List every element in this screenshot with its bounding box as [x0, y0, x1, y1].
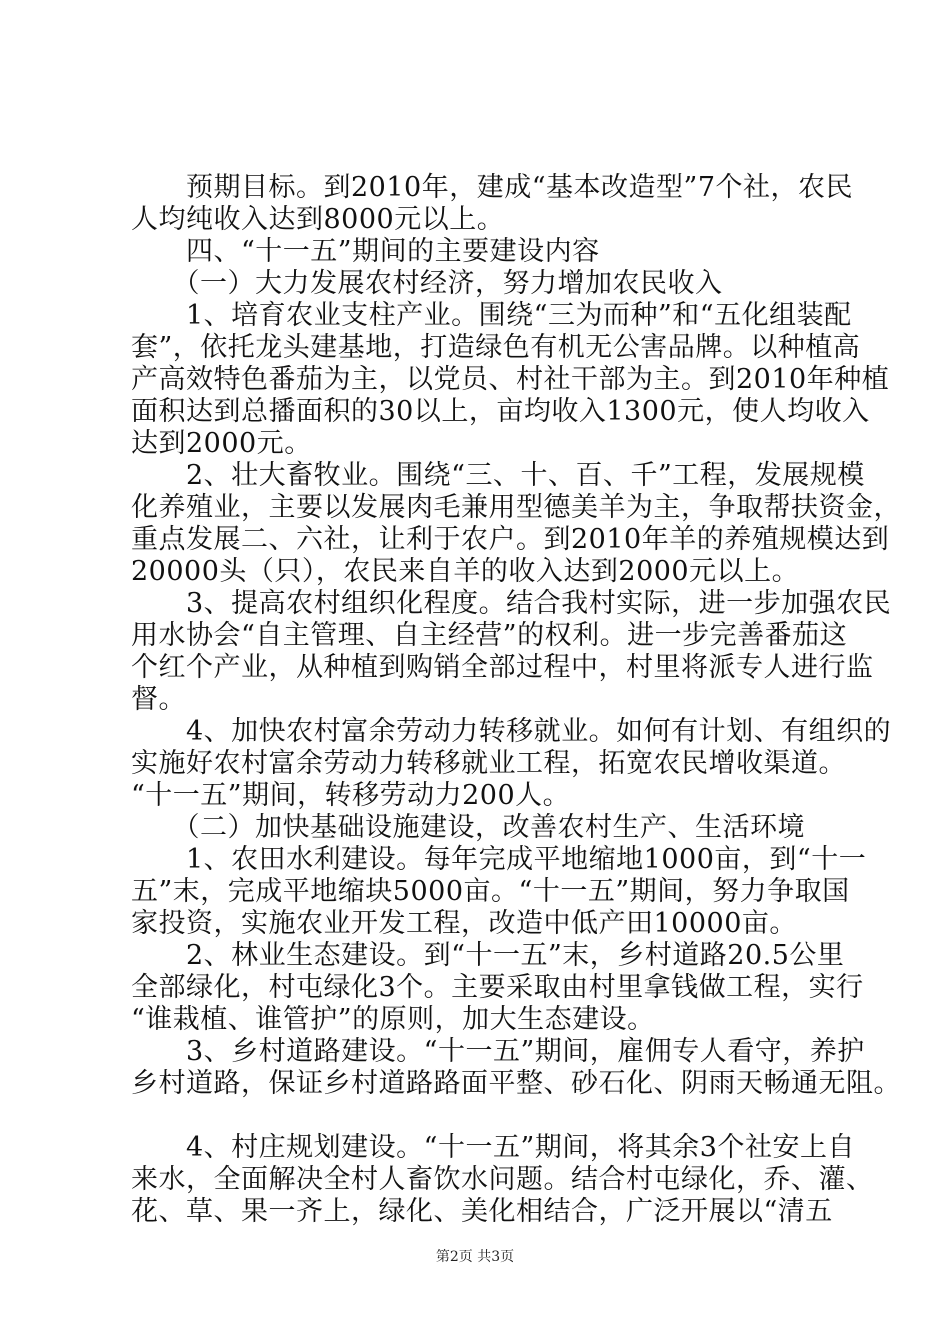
text-line: 4、村庄规划建设。“十一五”期间，将其余3个社安上自 — [131, 1132, 855, 1163]
text-line: 人均纯收入达到8000元以上。 — [131, 204, 505, 235]
text-line: 20000头（只），农民来自羊的收入达到2000元以上。 — [131, 556, 800, 587]
text-line: 家投资，实施农业开发工程，改造中低产田10000亩。 — [131, 908, 797, 939]
text-line: “十一五”期间，转移劳动力200人。 — [131, 780, 571, 811]
text-line: 2、林业生态建设。到“十一五”末，乡村道路20.5公里 — [131, 940, 845, 971]
text-line: 产高效特色番茄为主，以党员、村社干部为主。到2010年种植 — [131, 364, 890, 395]
document-body — [131, 172, 901, 1228]
text-line: 化养殖业，主要以发展肉毛兼用型德美羊为主，争取帮扶资金， — [131, 492, 901, 523]
text-line: 花、草、果一齐上，绿化、美化相结合，广泛开展以“清五 — [131, 1196, 833, 1227]
subsection-heading: （二）加快基础设施建设，改善农村生产、生活环境 — [131, 812, 805, 843]
text-line: 乡村道路，保证乡村道路路面平整、砂石化、阴雨天畅通无阻。 — [131, 1068, 901, 1099]
text-line: 来水，全面解决全村人畜饮水问题。结合村屯绿化，乔、灌、 — [131, 1164, 874, 1195]
text-line: 重点发展二、六社，让利于农户。到2010年羊的养殖规模达到 — [131, 524, 890, 555]
text-line: 1、农田水利建设。每年完成平地缩地1000亩，到“十一 — [131, 844, 867, 875]
text-line: 面积达到总播面积的30以上，亩均收入1300元，使人均收入 — [131, 396, 870, 427]
text-line: 用水协会“自主管理、自主经营”的权利。进一步完善番茄这 — [131, 620, 848, 651]
text-line: 2、壮大畜牧业。围绕“三、十、百、千”工程，发展规模 — [131, 460, 865, 491]
text-line: 3、提高农村组织化程度。结合我村实际，进一步加强农民 — [131, 588, 892, 619]
text-line: 套”，依托龙头建基地，打造绿色有机无公害品牌。以种植高 — [131, 332, 861, 363]
text-line: 个红个产业，从种植到购销全部过程中，村里将派专人进行监 — [131, 652, 874, 683]
subsection-heading: （一）大力发展农村经济，努力增加农民收入 — [131, 268, 723, 299]
page-number-footer: 第2页 共3页 — [435, 1249, 515, 1265]
blank-line — [131, 1100, 831, 1132]
text-line: 3、乡村道路建设。“十一五”期间，雇佣专人看守，养护 — [131, 1036, 865, 1067]
text-line: 五”末，完成平地缩块5000亩。“十一五”期间，努力争取国 — [131, 876, 850, 907]
section-heading: 四、“十一五”期间的主要建设内容 — [131, 236, 600, 267]
text-line: “谁栽植、谁管护”的原则，加大生态建设。 — [131, 1004, 655, 1035]
text-line: 全部绿化，村屯绿化3个。主要采取由村里拿钱做工程，实行 — [131, 972, 864, 1003]
text-line: 达到2000元。 — [131, 428, 312, 459]
text-line: 1、培育农业支柱产业。围绕“三为而种”和“五化组装配 — [131, 300, 852, 331]
text-line: 督。 — [131, 684, 186, 715]
text-line: 4、加快农村富余劳动力转移就业。如何有计划、有组织的 — [131, 716, 892, 747]
text-line: 实施好农村富余劳动力转移就业工程，拓宽农民增收渠道。 — [131, 748, 846, 779]
text-line: 预期目标。到2010年，建成“基本改造型”7个社，农民 — [131, 172, 853, 203]
